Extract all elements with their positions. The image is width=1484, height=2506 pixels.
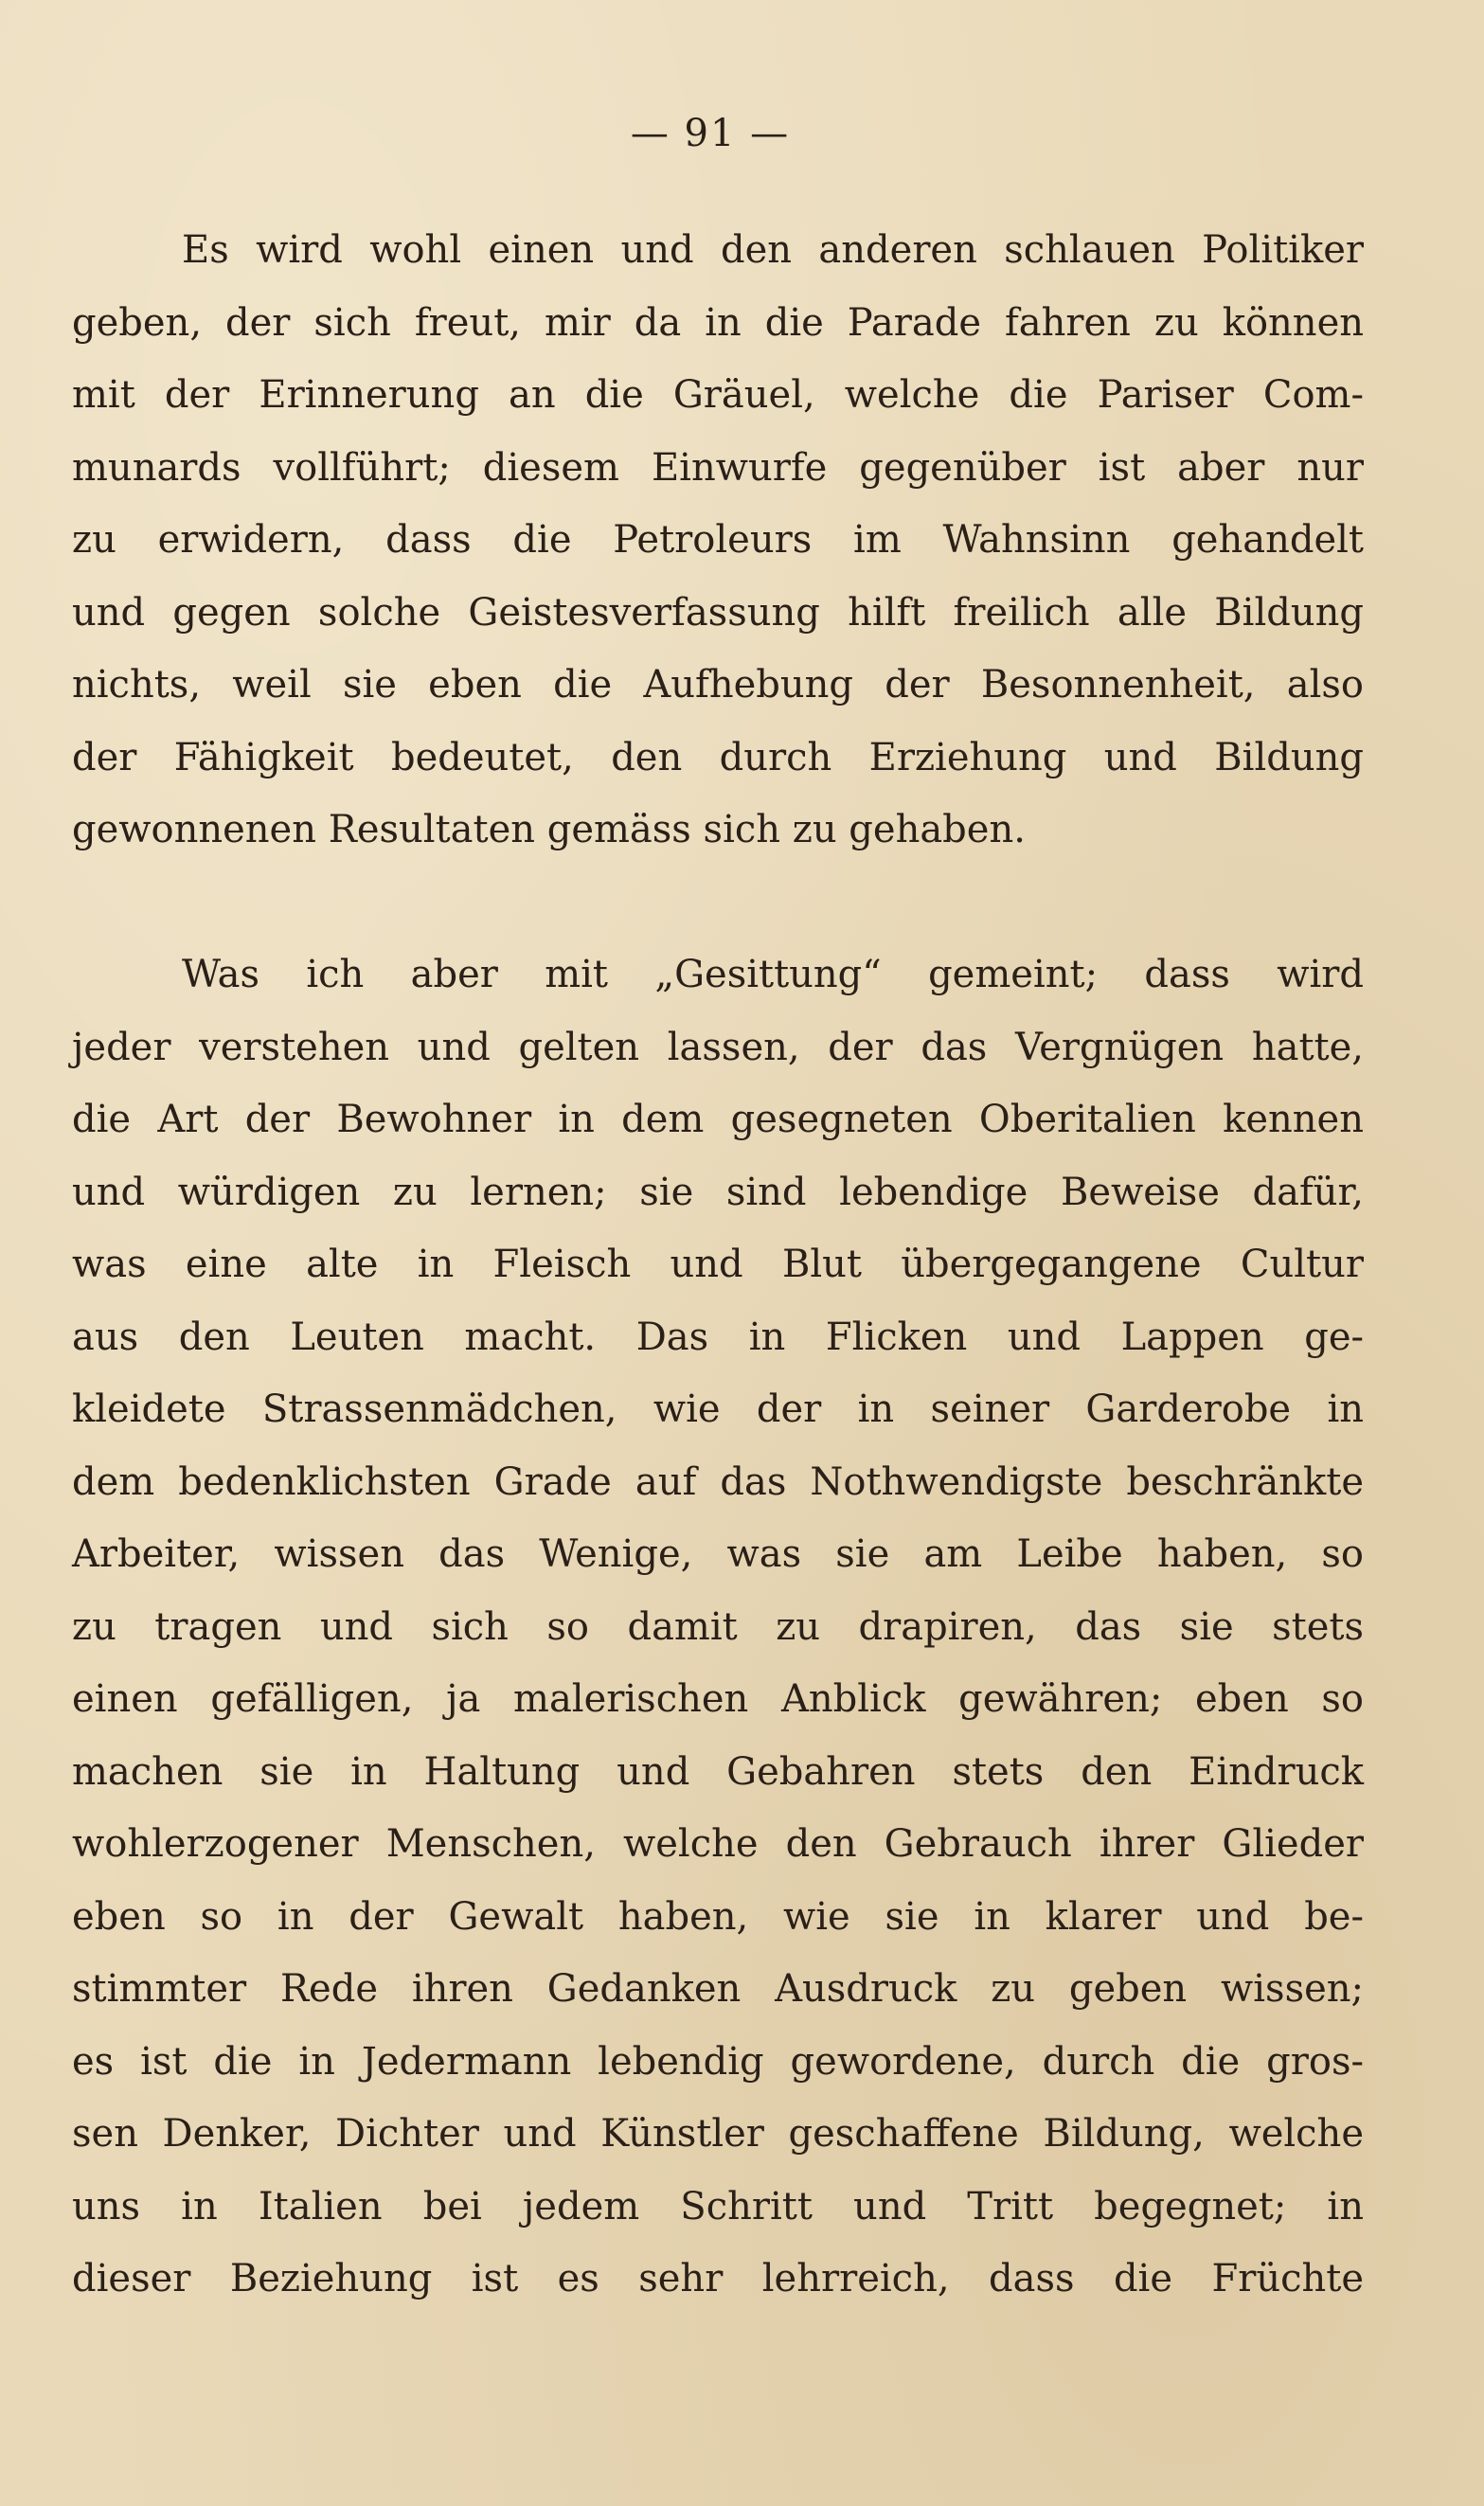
text-line: nichts, weil sie eben die Aufhebung der Besonnenheit, also (72, 663, 1364, 707)
text-line: gewonnenen Resultaten gemäss sich zu gehaben. (72, 808, 1026, 851)
text-line: der Fähigkeit bedeutet, den durch Erziehung und Bildung (72, 735, 1364, 779)
text-line: zu erwidern, dass die Petroleurs im Wahnsinn gehandelt (72, 518, 1364, 562)
text-line: und würdigen zu lernen; sie sind lebendige Beweise dafür, (72, 1170, 1364, 1214)
text-line: uns in Italien bei jedem Schritt und Tritt begegnet; in (72, 2184, 1364, 2229)
text-line: was eine alte in Fleisch und Blut übergegangene Cultur (72, 1243, 1364, 1286)
page-number: — 91 — (630, 112, 791, 155)
text-line: die Art der Bewohner in dem gesegneten Oberitalien kennen (72, 1098, 1364, 1141)
text-line: aus den Leuten macht. Das in Flicken und Lappen ge- (72, 1315, 1364, 1359)
text-line: Arbeiter, wissen das Wenige, was sie am Leibe haben, so (72, 1532, 1364, 1576)
paragraph-2 (72, 939, 1364, 2316)
text-line: mit der Erinnerung an die Gräuel, welche die Pariser Com- (72, 373, 1364, 417)
text-line: und gegen solche Geistesverfassung hilft freilich alle Bildung (72, 590, 1364, 635)
text-line: machen sie in Haltung und Gebahren stets den Eindruck (72, 1749, 1364, 1794)
text-line: dieser Beziehung ist es sehr lehrreich, dass die Früchte (72, 2257, 1364, 2300)
text-line: jeder verstehen und gelten lassen, der das Vergnügen hatte, (72, 1025, 1364, 1069)
text-line: Es wird wohl einen und den anderen schlauen Politiker (182, 228, 1364, 272)
text-line: Was ich aber mit „Gesittung“ gemeint; dass wird (182, 953, 1364, 996)
text-line: sen Denker, Dichter und Künstler geschaffene Bildung, welche (72, 2112, 1364, 2156)
text-line: wohlerzogener Menschen, welche den Gebrauch ihrer Glieder (72, 1822, 1364, 1866)
text-line: munards vollführt; diesem Einwurfe gegenüber ist aber nur (72, 445, 1364, 490)
text-line: dem bedenklichsten Grade auf das Nothwendigste beschränkte (72, 1459, 1364, 1504)
text-line: einen gefälligen, ja malerischen Anblick gewähren; eben so (72, 1677, 1364, 1721)
text-line: stimmter Rede ihren Gedanken Ausdruck zu geben wissen; (72, 1967, 1364, 2011)
text-line: kleidete Strassenmädchen, wie der in seiner Garderobe in (72, 1387, 1364, 1431)
text-line: es ist die in Jedermann lebendig gewordene, durch die gros- (72, 2039, 1364, 2084)
paragraph-1 (72, 214, 1364, 867)
text-line: eben so in der Gewalt haben, wie sie in klarer und be- (72, 1894, 1364, 1939)
text-line: geben, der sich freut, mir da in die Parade fahren zu können (72, 300, 1364, 345)
text-line: zu tragen und sich so damit zu drapiren, das sie stets (72, 1604, 1364, 1649)
